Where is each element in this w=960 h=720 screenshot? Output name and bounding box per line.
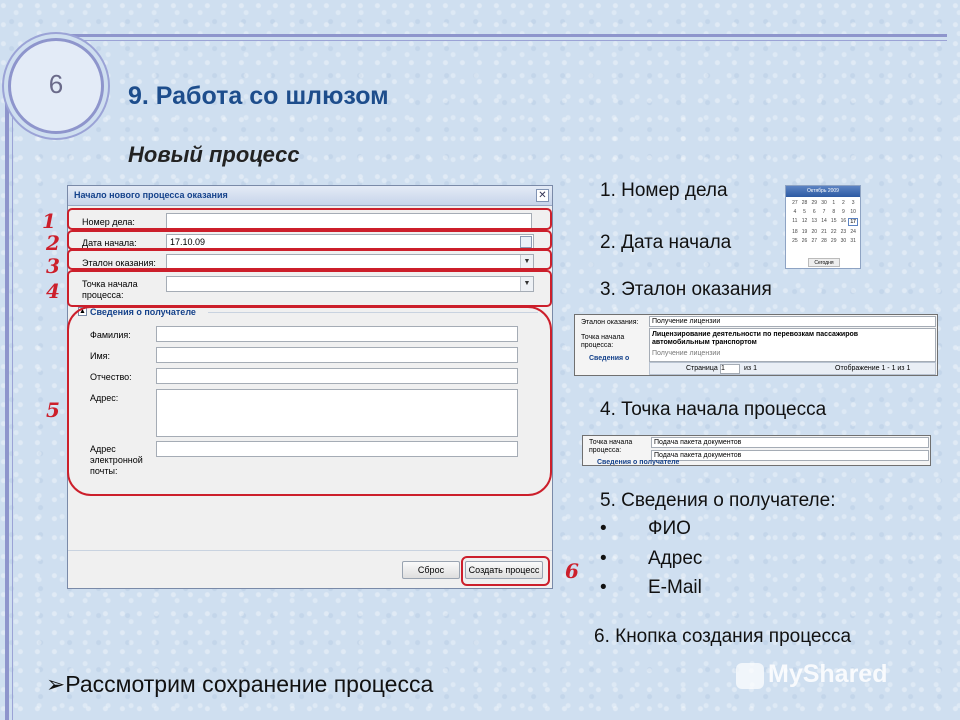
email-label-line1: Адрес xyxy=(90,444,116,454)
calendar-day: 26 xyxy=(801,238,808,244)
close-icon[interactable]: ✕ xyxy=(536,189,549,202)
shot3-option-2: Получение лицензии xyxy=(652,350,721,357)
shot4-label-2: процесса: xyxy=(589,447,622,454)
case-number-label: Номер дела: xyxy=(82,217,135,227)
calendar-day: 29 xyxy=(811,200,818,206)
calendar-day: 30 xyxy=(840,238,847,244)
start-point-dropdown-screenshot xyxy=(582,435,931,466)
highlight-standard xyxy=(67,249,552,270)
calendar-day: 18 xyxy=(792,229,798,235)
highlight-start-point xyxy=(67,270,552,307)
calendar-day: 15 xyxy=(830,218,837,224)
dialog-title: Начало нового процесса оказания xyxy=(74,190,228,200)
legend-bullet-fio: ФИО xyxy=(648,518,691,539)
shot4-dropdown-list xyxy=(651,450,929,461)
shot4-select xyxy=(651,437,929,448)
footer-label: Рассмотрим сохранение процесса xyxy=(65,671,434,697)
start-point-label-line2: процесса: xyxy=(82,290,124,300)
standard-dropdown-screenshot xyxy=(574,314,938,376)
calendar-day: 27 xyxy=(811,238,818,244)
create-process-button[interactable]: Создать процесс xyxy=(465,561,543,579)
shot3-display-text: Отображение 1 - 1 из 1 xyxy=(835,365,911,372)
slide-subtitle: Новый процесс xyxy=(128,142,300,167)
marker-1: 1 xyxy=(42,209,56,233)
calendar-day: 5 xyxy=(803,209,806,215)
calendar-day: 30 xyxy=(821,200,827,206)
arrow-bullet-icon: ➢ xyxy=(46,671,66,697)
calendar-day: 24 xyxy=(850,229,856,235)
shot3-start-point-1: Точка начала xyxy=(581,334,625,341)
watermark-logo: MyShared xyxy=(768,660,888,688)
calendar-day: 22 xyxy=(830,229,837,235)
dialog-header xyxy=(68,186,552,206)
calendar-day: 31 xyxy=(850,238,856,244)
legend-bullet-email: E-Mail xyxy=(648,577,702,598)
calendar-thumbnail xyxy=(785,185,861,269)
calendar-day: 23 xyxy=(840,229,847,235)
calendar-day: 4 xyxy=(793,209,797,215)
logo-icon xyxy=(736,663,764,689)
slide-number-badge xyxy=(8,38,104,134)
footer-divider xyxy=(68,550,552,551)
calendar-day: 19 xyxy=(801,229,808,235)
marker-6: 6 xyxy=(565,559,579,583)
calendar-header: Октябрь 2009 xyxy=(786,186,860,197)
shot3-label: Эталон оказания: xyxy=(581,319,639,326)
start-date-value: 17.10.09 xyxy=(170,237,206,247)
calendar-day: 16 xyxy=(840,218,847,224)
shot3-select-value: Получение лицензии xyxy=(652,318,721,325)
calendar-day: 21 xyxy=(821,229,827,235)
calendar-day: 6 xyxy=(812,209,816,215)
reset-button[interactable]: Сброс xyxy=(402,561,460,579)
shot3-page-input: 1 xyxy=(720,364,740,374)
calendar-day: 12 xyxy=(801,218,808,224)
frame-left-line xyxy=(5,100,9,720)
calendar-day: 28 xyxy=(821,238,827,244)
recipient-section-title: Сведения о получателе xyxy=(90,307,196,317)
shot4-option: Подача пакета документов xyxy=(654,452,742,459)
shot3-page-of: из 1 xyxy=(744,365,757,372)
calendar-day: 10 xyxy=(850,209,856,215)
marker-4: 4 xyxy=(46,279,60,303)
calendar-day: 9 xyxy=(842,209,845,215)
shot3-pager xyxy=(649,362,936,375)
calendar-day: 28 xyxy=(801,200,808,206)
shot3-dropdown-list xyxy=(649,328,936,362)
start-point-label-line1: Точка начала xyxy=(82,279,138,289)
highlight-create-button xyxy=(461,556,550,586)
calendar-day: 29 xyxy=(830,238,837,244)
legend-item-3: 3. Эталон оказания xyxy=(600,279,772,300)
calendar-day: 17 xyxy=(848,218,858,226)
legend-bullet-address: Адрес xyxy=(648,548,703,569)
shot3-start-point-2: процесса: xyxy=(581,342,614,349)
calendar-day: 3 xyxy=(851,200,855,206)
bullet-dot: • xyxy=(600,518,607,539)
shot3-section: Сведения о xyxy=(589,355,630,362)
surname-label: Фамилия: xyxy=(90,330,131,340)
shot4-section: Сведения о получателе xyxy=(597,459,680,465)
footer-text xyxy=(46,671,433,698)
calendar-day: 20 xyxy=(811,229,818,235)
slide-title: 9. Работа со шлюзом xyxy=(128,82,389,110)
chevron-down-icon[interactable]: ▼ xyxy=(520,255,533,269)
calendar-day: 2 xyxy=(842,200,845,206)
legend-item-1: 1. Номер дела xyxy=(600,180,728,201)
calendar-day: 25 xyxy=(792,238,798,244)
legend-item-2: 2. Дата начала xyxy=(600,232,732,253)
highlight-case-number xyxy=(67,208,552,230)
bullet-dot: • xyxy=(600,577,607,598)
marker-5: 5 xyxy=(46,398,60,422)
frame-top-line-thin xyxy=(60,40,947,41)
marker-3: 3 xyxy=(46,254,60,278)
start-date-label: Дата начала: xyxy=(82,238,137,248)
address-label: Адрес: xyxy=(90,393,119,403)
calendar-day: 1 xyxy=(832,200,836,206)
calendar-today-button: Сегодня xyxy=(808,258,840,267)
marker-2: 2 xyxy=(46,231,60,255)
calendar-day: 7 xyxy=(822,209,826,215)
shot3-option-1a: Лицензирование деятельности по перевозкам пассажиров xyxy=(652,331,859,338)
chevron-down-icon[interactable]: ▼ xyxy=(520,277,533,291)
shot3-page-label: Страница xyxy=(686,365,718,372)
calendar-day: 14 xyxy=(821,218,827,224)
calendar-grid xyxy=(790,200,858,244)
shot4-label-1: Точка начала xyxy=(589,439,633,446)
calendar-day: 11 xyxy=(792,218,798,224)
legend-item-5: 5. Сведения о получателе: xyxy=(600,490,836,511)
legend-item-6: 6. Кнопка создания процесса xyxy=(594,626,852,647)
standard-label: Эталон оказания: xyxy=(82,258,156,268)
bullet-dot: • xyxy=(600,548,607,569)
calendar-day: 8 xyxy=(832,209,836,215)
slide-number: 6 xyxy=(48,68,64,99)
shot3-select xyxy=(649,316,936,327)
highlight-start-date xyxy=(67,230,552,250)
collapse-icon[interactable]: ▲ xyxy=(79,308,86,315)
frame-left-line-thin xyxy=(12,110,13,720)
calendar-day: 27 xyxy=(792,200,798,206)
calendar-day: 13 xyxy=(811,218,818,224)
shot3-option-1b: автомобильным транспортом xyxy=(652,339,757,346)
patronymic-label: Отчество: xyxy=(90,372,132,382)
highlight-recipient xyxy=(67,306,552,496)
shot4-select-value: Подача пакета документов xyxy=(654,439,742,446)
name-label: Имя: xyxy=(90,351,111,361)
legend-item-4: 4. Точка начала процесса xyxy=(600,399,827,420)
email-label-line3: почты: xyxy=(90,466,118,476)
email-label-line2: электронной xyxy=(90,455,143,465)
frame-top-line xyxy=(55,34,947,37)
